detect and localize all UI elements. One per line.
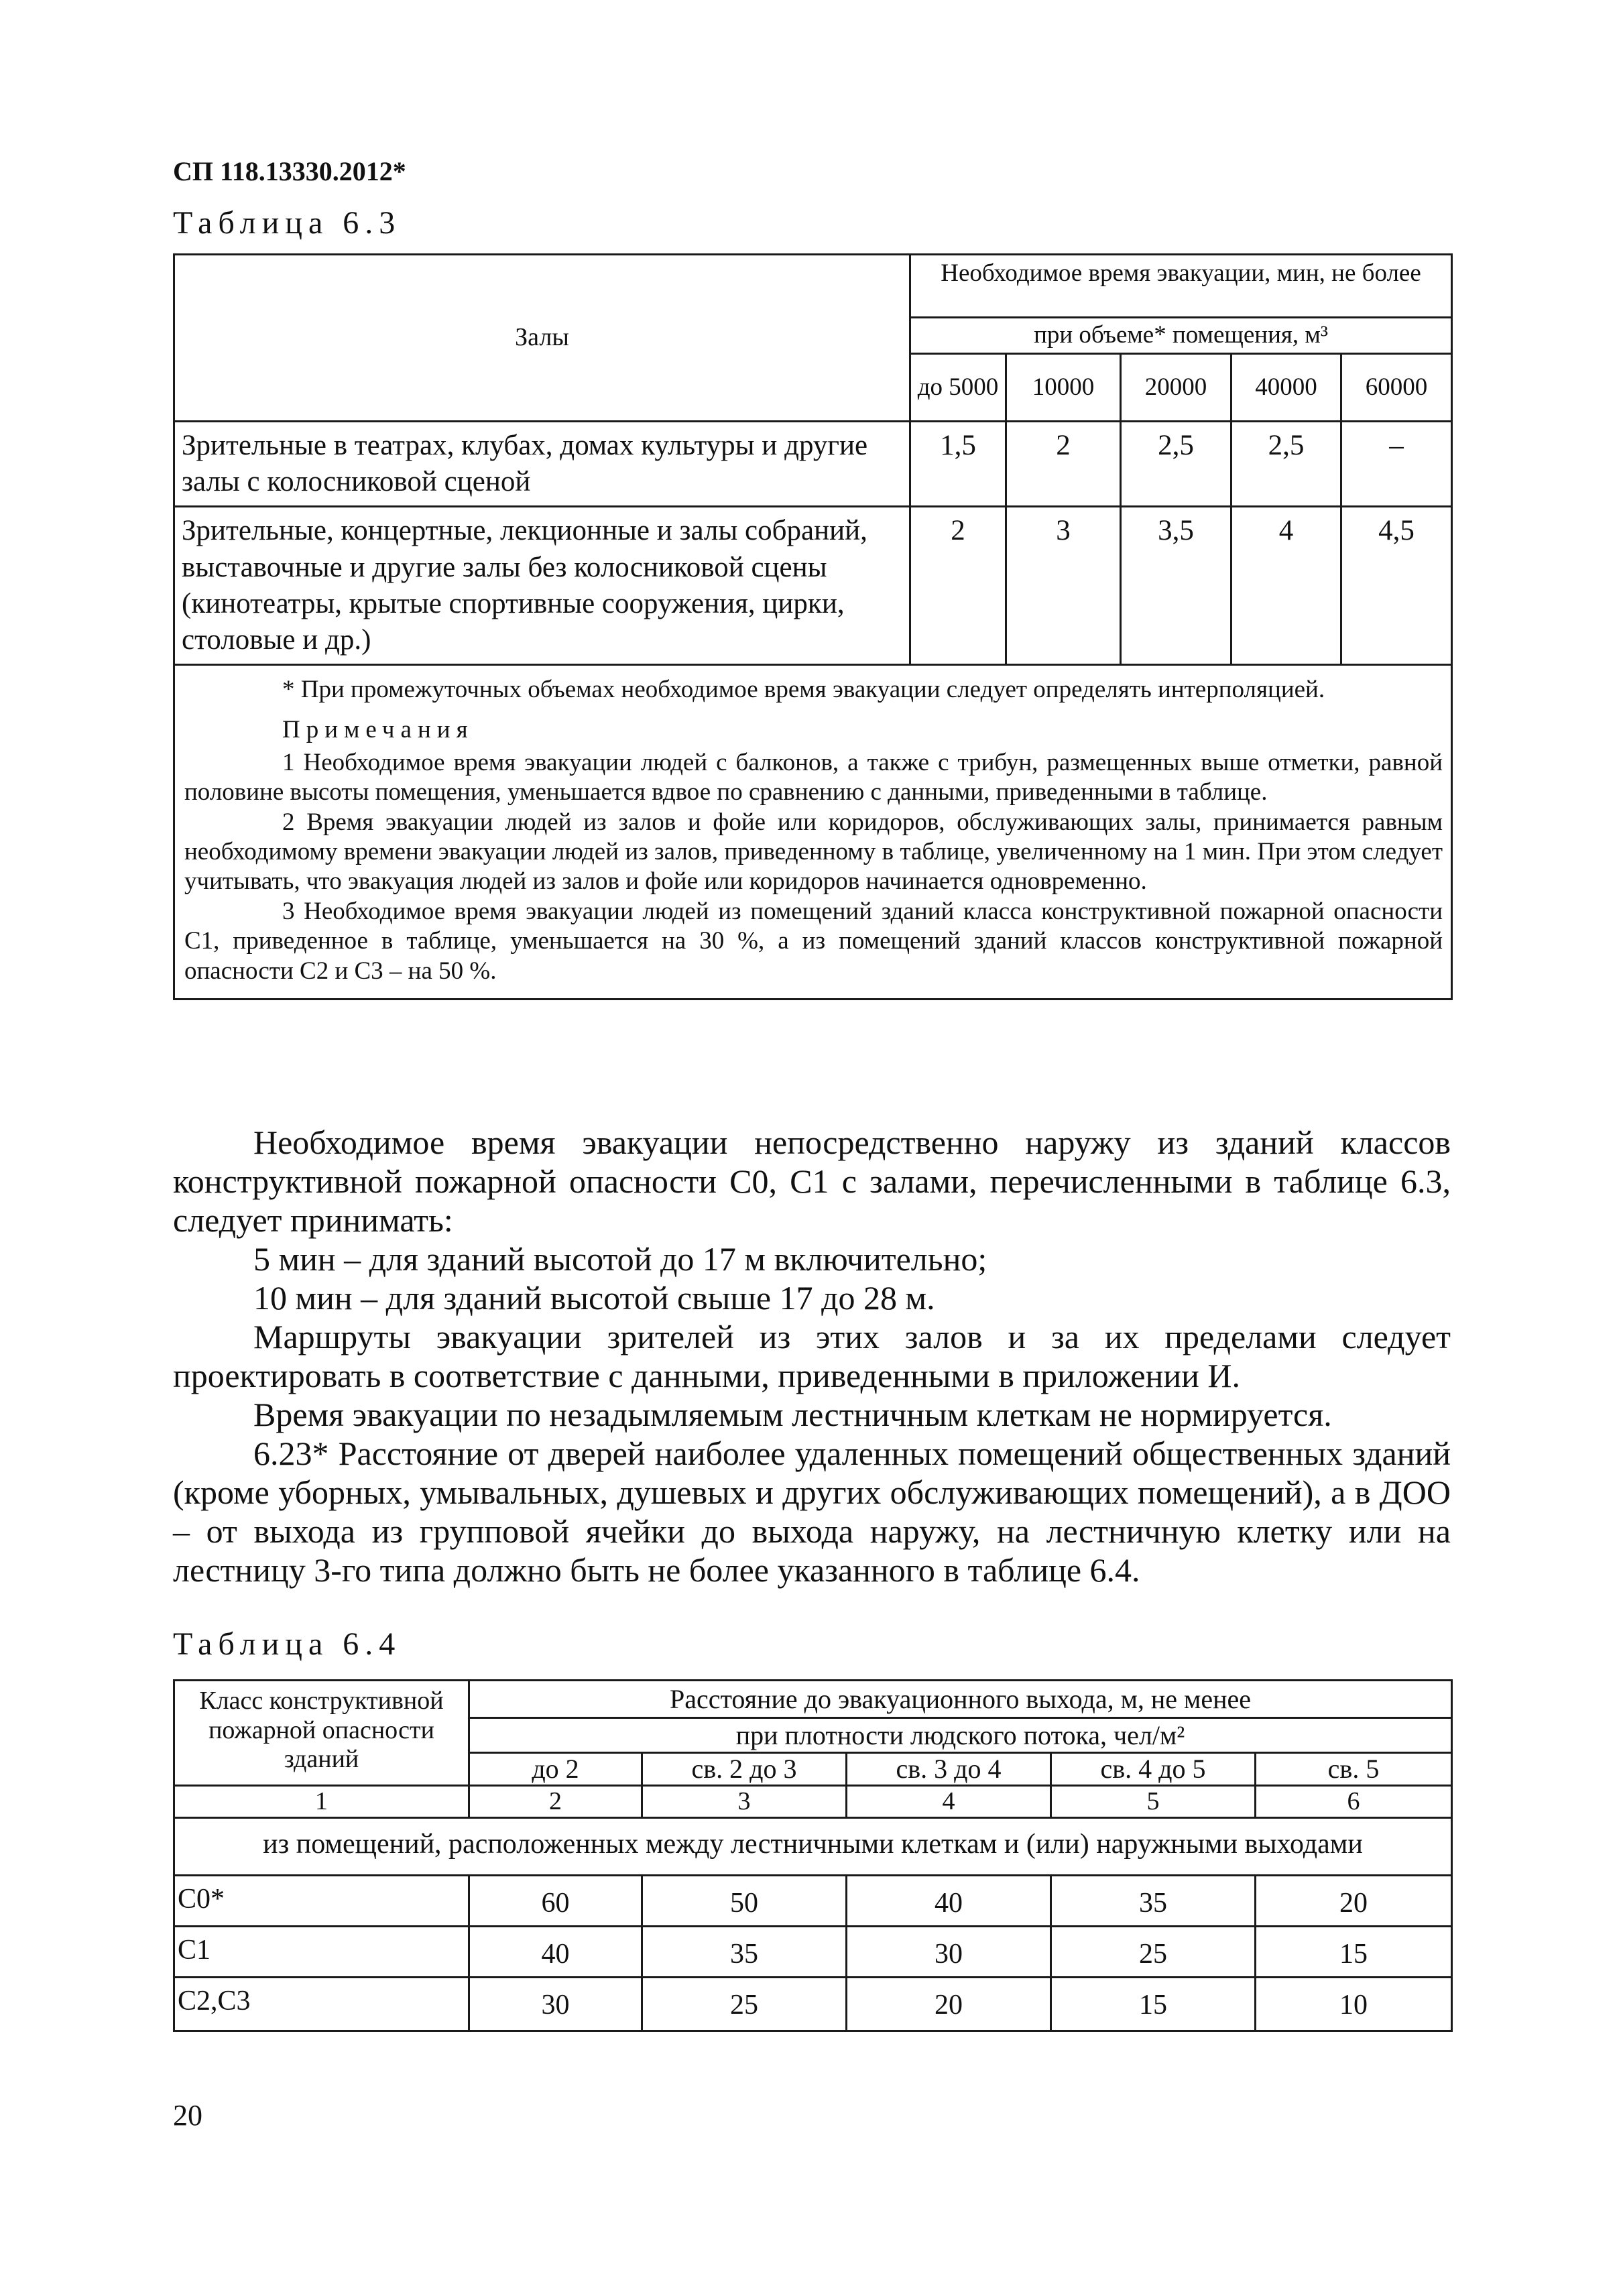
note-item: 1 Необходимое время эвакуации людей с балконов, а также с трибун, размещенных выше отметки, равной половине высоты помещения, уменьшается вдвое по сравнению с данными, приведенными в таблице. [184,748,1443,806]
evac-time-value: 2 [910,507,1006,665]
distance-value: 15 [1256,1927,1452,1978]
distance-value: 25 [642,1978,847,2031]
table-6-4-caption: Таблица 6.4 [173,1626,402,1662]
evac-time-column-header: Необходимое время эвакуации, мин, не более [910,255,1452,318]
table-subheader: из помещений, расположенных между лестничными клеткам и (или) наружными выходами [174,1818,1452,1876]
distance-value: 50 [642,1876,847,1927]
volume-header-3: 20000 [1121,354,1231,422]
table-notes [174,665,1452,1000]
fire-class: С0* [174,1876,469,1927]
distance-column-header: Расстояние до эвакуационного выхода, м, не менее [469,1681,1452,1718]
note-item: 3 Необходимое время эвакуации людей из помещений зданий класса конструктивной пожарной опасности С1, приведенное в таблице, уменьшается на 30 %, а из помещений зданий классов конструктивной пожарной опасности С2 и С3 – на 50 %. [184,897,1443,985]
hall-name: Зрительные в театрах, клубах, домах культуры и другие залы с колосниковой сценой [174,422,910,507]
halls-column-header: Залы [174,255,910,422]
density-header-5: св. 5 [1256,1753,1452,1786]
table-6-3 [173,253,1453,1000]
table-6-4 [173,1679,1453,2032]
note-item: 2 Время эвакуации людей из залов и фойе или коридоров, обслуживающих залы, принимается равным необходимому времени эвакуации людей из залов, приведенному в таблице, увеличенному на 1 мин. При этом следует учитывать, что эвакуация людей из залов и фойе или коридоров начинается одновременно. [184,808,1443,896]
paragraph: 10 мин – для зданий высотой свыше 17 до 28 м. [253,1279,935,1317]
column-number: 6 [1256,1786,1452,1818]
distance-value: 30 [469,1978,642,2031]
distance-value: 40 [469,1927,642,1978]
column-number: 4 [847,1786,1051,1818]
notes-title: Примечания [282,716,474,744]
distance-value: 25 [1051,1927,1256,1978]
volume-header-4: 40000 [1231,354,1341,422]
evac-time-value: 2 [1006,422,1121,507]
column-number: 2 [469,1786,642,1818]
density-column-header: при плотности людского потока, чел/м² [469,1718,1452,1753]
class-column-header: Класс конструктивной пожарной опасности зданий [174,1681,469,1786]
paragraph: 6.23* Расстояние от дверей наиболее удаленных помещений общественных зданий (кроме уборных, умывальных, душевых и других обслуживающих помещений), а в ДОО – от выхода из групповой ячейки до выхода наружу, на лестничную клетку или на лестницу 3-го типа должно быть не более указанного в таблице 6.4. [173,1435,1451,1589]
evac-time-value: 3 [1006,507,1121,665]
column-number: 1 [174,1786,469,1818]
distance-value: 60 [469,1876,642,1927]
distance-value: 40 [847,1876,1051,1927]
distance-value: 35 [642,1927,847,1978]
table-6-3-caption: Таблица 6.3 [173,205,402,241]
column-number: 3 [642,1786,847,1818]
table-row [174,1978,1452,2031]
page-number: 20 [173,2099,202,2132]
volume-header-2: 10000 [1006,354,1121,422]
column-number: 5 [1051,1786,1256,1818]
distance-value: 20 [847,1978,1051,2031]
distance-value: 10 [1256,1978,1452,2031]
evac-time-value: 2,5 [1121,422,1231,507]
column-number-row [174,1786,1452,1818]
hall-name: Зрительные, концертные, лекционные и залы собраний, выставочные и другие залы без колосниковой сцены (кинотеатры, крытые спортивные сооружения, цирки, столовые и др.) [174,507,910,665]
table-row [174,1927,1452,1978]
distance-value: 35 [1051,1876,1256,1927]
evac-time-value: 4 [1231,507,1341,665]
evac-time-value: 1,5 [910,422,1006,507]
density-header-4: св. 4 до 5 [1051,1753,1256,1786]
paragraph: Маршруты эвакуации зрителей из этих залов и за их пределами следует проектировать в соответствие с данными, приведенными в приложении И. [173,1318,1451,1394]
paragraph: Время эвакуации по незадымляемым лестничным клеткам не нормируется. [253,1396,1332,1433]
fire-class: С2,С3 [174,1978,469,2031]
evac-time-value: 4,5 [1341,507,1452,665]
fire-class: С1 [174,1927,469,1978]
volume-header-5: 60000 [1341,354,1452,422]
document-code: СП 118.13330.2012* [173,156,406,186]
table-row [174,422,1452,507]
table-row [174,507,1452,665]
density-header-2: св. 2 до 3 [642,1753,847,1786]
table-row [174,1876,1452,1927]
body-text [173,1123,1451,1589]
distance-value: 30 [847,1927,1051,1978]
volume-column-header: при объеме* помещения, м³ [910,318,1452,354]
distance-value: 15 [1051,1978,1256,2031]
table-footnote: * При промежуточных объемах необходимое время эвакуации следует определять интерполяцией. [282,676,1325,704]
density-header-1: до 2 [469,1753,642,1786]
distance-value: 20 [1256,1876,1452,1927]
volume-header-1: до 5000 [910,354,1006,422]
evac-time-value: 3,5 [1121,507,1231,665]
evac-time-value: – [1341,422,1452,507]
density-header-3: св. 3 до 4 [847,1753,1051,1786]
paragraph: 5 мин – для зданий высотой до 17 м включительно; [253,1240,987,1278]
evac-time-value: 2,5 [1231,422,1341,507]
paragraph: Необходимое время эвакуации непосредственно наружу из зданий классов конструктивной пожарной опасности С0, С1 с залами, перечисленными в таблице 6.3, следует принимать: [173,1124,1451,1239]
